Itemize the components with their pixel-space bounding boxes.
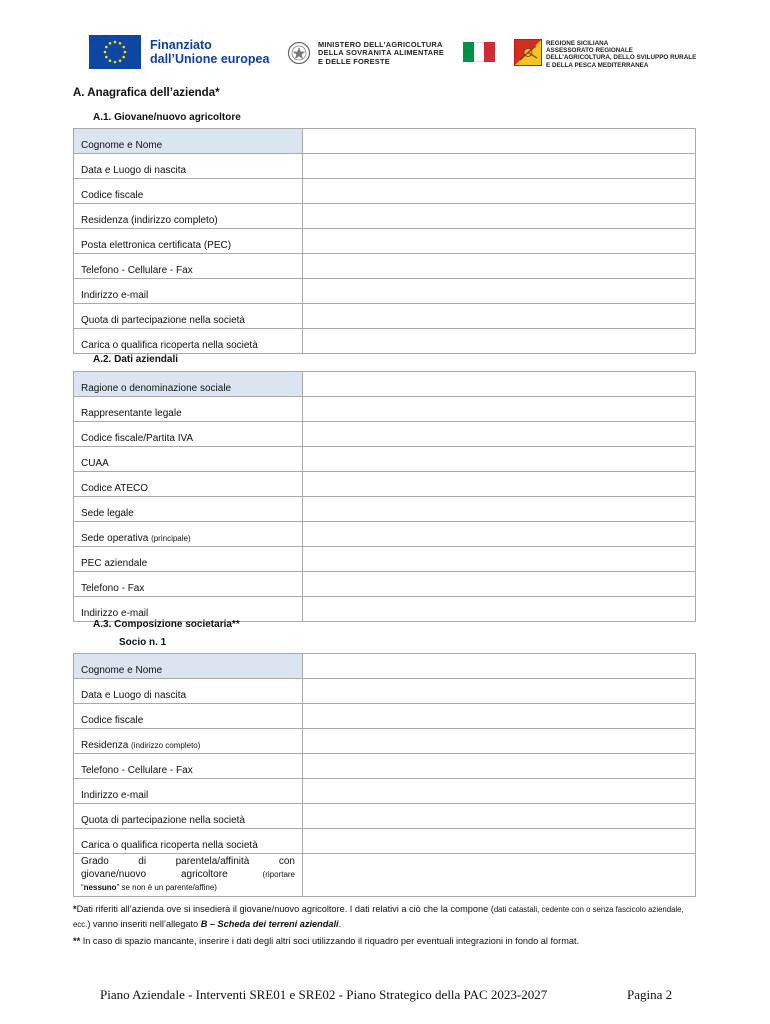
table-row bbox=[74, 854, 696, 897]
field-input[interactable] bbox=[303, 779, 696, 804]
footnote-1-mark: * bbox=[73, 904, 77, 914]
table-row bbox=[74, 522, 696, 547]
table-row bbox=[74, 497, 696, 522]
table-row bbox=[74, 229, 696, 254]
field-input[interactable] bbox=[303, 547, 696, 572]
footnote-1-end: . bbox=[338, 919, 342, 929]
grado-line-1: Grado di parentela/affinità con bbox=[81, 856, 295, 867]
region-line-2: ASSESSORATO REGIONALE bbox=[546, 47, 633, 55]
footnote-1-small: dati catastali, cedente con o senza fascicolo aziendale, ecc. bbox=[73, 905, 684, 929]
field-label: Rappresentante legale bbox=[74, 397, 303, 422]
italian-republic-emblem bbox=[287, 40, 311, 66]
field-label: PEC aziendale bbox=[74, 547, 303, 572]
field-label: Carica o qualifica ricoperta nella società bbox=[74, 329, 303, 354]
footnotes bbox=[73, 902, 698, 949]
table-row bbox=[74, 329, 696, 354]
table-row bbox=[74, 804, 696, 829]
table-row bbox=[74, 729, 696, 754]
table-row bbox=[74, 704, 696, 729]
table-row bbox=[74, 129, 696, 154]
eu-funding-text bbox=[150, 38, 269, 66]
field-label: Data e Luogo di nascita bbox=[74, 679, 303, 704]
grado-quote-close: ” bbox=[116, 883, 120, 892]
eu-flag-logo bbox=[89, 35, 141, 69]
grado-line-3 bbox=[81, 881, 295, 894]
field-label bbox=[74, 522, 303, 547]
field-label: Data e Luogo di nascita bbox=[74, 154, 303, 179]
field-input[interactable] bbox=[303, 654, 696, 679]
page-footer-title: Piano Aziendale - Interventi SRE01 e SRE02 - Piano Strategico della PAC 2023-2027 bbox=[100, 987, 548, 1002]
table-a3 bbox=[73, 653, 696, 897]
field-input[interactable] bbox=[303, 154, 696, 179]
grado-line-2-note: (riportare bbox=[262, 870, 295, 879]
field-label: Cognome e Nome bbox=[74, 129, 303, 154]
table-row bbox=[74, 654, 696, 679]
table-row bbox=[74, 779, 696, 804]
footnote-1-text2: ) vanno inseriti nell’allegato bbox=[87, 919, 201, 929]
field-input[interactable] bbox=[303, 447, 696, 472]
footnote-1-bold: B – Scheda dei terreni aziendali bbox=[200, 919, 339, 929]
ministry-line-3: E DELLE FORESTE bbox=[318, 56, 390, 66]
field-input[interactable] bbox=[303, 679, 696, 704]
table-row bbox=[74, 679, 696, 704]
field-label: Sede legale bbox=[74, 497, 303, 522]
field-input[interactable] bbox=[303, 597, 696, 622]
sicily-region-logo bbox=[514, 39, 542, 66]
field-input[interactable] bbox=[303, 129, 696, 154]
table-a1 bbox=[73, 128, 696, 354]
field-label-text: Sede operativa bbox=[81, 533, 149, 544]
table-row bbox=[74, 572, 696, 597]
field-label: Quota di partecipazione nella società bbox=[74, 804, 303, 829]
field-input[interactable] bbox=[303, 704, 696, 729]
section-a3-title: A.3. Composizione societaria** bbox=[93, 619, 240, 630]
region-line-3: DELL’AGRICOLTURA, DELLO SVILUPPO RURALE bbox=[546, 54, 697, 62]
field-input[interactable] bbox=[303, 497, 696, 522]
table-row bbox=[74, 829, 696, 854]
table-row bbox=[74, 254, 696, 279]
field-input[interactable] bbox=[303, 279, 696, 304]
field-label: Carica o qualifica ricoperta nella società bbox=[74, 829, 303, 854]
field-input[interactable] bbox=[303, 254, 696, 279]
table-row bbox=[74, 754, 696, 779]
grado-none-text: nessuno bbox=[83, 883, 117, 892]
table-row bbox=[74, 422, 696, 447]
field-input[interactable] bbox=[303, 422, 696, 447]
field-label: Indirizzo e-mail bbox=[74, 779, 303, 804]
region-line-1: REGIONE SICILIANA bbox=[546, 40, 609, 47]
field-label: Telefono - Cellulare - Fax bbox=[74, 754, 303, 779]
footnote-1-text: Dati riferiti all’azienda ove si insedierà il giovane/nuovo agricoltore. I dati relativi a ciò che la compone ( bbox=[76, 904, 494, 914]
field-label-note: (principale) bbox=[151, 534, 191, 543]
field-input[interactable] bbox=[303, 829, 696, 854]
table-a2 bbox=[73, 371, 696, 622]
region-line-4: E DELLA PESCA MEDITERRANEA bbox=[546, 61, 649, 69]
ministry-line-1: MINISTERO DELL’AGRICOLTURA bbox=[318, 40, 443, 49]
field-input[interactable] bbox=[303, 854, 696, 897]
field-input[interactable] bbox=[303, 229, 696, 254]
table-row bbox=[74, 304, 696, 329]
ministry-name bbox=[318, 41, 444, 66]
field-label: CUAA bbox=[74, 447, 303, 472]
field-input[interactable] bbox=[303, 329, 696, 354]
italian-flag bbox=[463, 42, 495, 62]
grado-line-3-rest: se non è un parente/affine) bbox=[119, 883, 217, 892]
field-label: Telefono - Cellulare - Fax bbox=[74, 254, 303, 279]
field-input[interactable] bbox=[303, 754, 696, 779]
footnote-2 bbox=[73, 934, 698, 949]
table-row bbox=[74, 547, 696, 572]
table-row bbox=[74, 179, 696, 204]
field-label: Posta elettronica certificata (PEC) bbox=[74, 229, 303, 254]
grado-line-2-text: giovane/nuovo agricoltore bbox=[81, 869, 228, 880]
page-number: Pagina 2 bbox=[627, 987, 673, 1002]
table-row bbox=[74, 372, 696, 397]
field-label: Cognome e Nome bbox=[74, 654, 303, 679]
field-input[interactable] bbox=[303, 572, 696, 597]
field-label: Telefono - Fax bbox=[74, 572, 303, 597]
region-name bbox=[546, 40, 696, 69]
table-row bbox=[74, 279, 696, 304]
field-label-text: Residenza bbox=[81, 740, 129, 751]
field-input[interactable] bbox=[303, 204, 696, 229]
section-a2-title: A.2. Dati aziendali bbox=[93, 354, 179, 365]
table-row bbox=[74, 397, 696, 422]
field-input[interactable] bbox=[303, 372, 696, 397]
field-input[interactable] bbox=[303, 304, 696, 329]
field-label: Indirizzo e-mail bbox=[74, 597, 303, 622]
field-label: Quota di partecipazione nella società bbox=[74, 304, 303, 329]
section-a-title: A. Anagrafica dell’azienda* bbox=[73, 87, 220, 99]
grado-quote-open: “ bbox=[81, 883, 84, 892]
field-label bbox=[74, 729, 303, 754]
field-label: Codice fiscale/Partita IVA bbox=[74, 422, 303, 447]
field-label-note: (indirizzo completo) bbox=[131, 741, 201, 750]
grado-line-2 bbox=[81, 868, 295, 881]
field-label: Indirizzo e-mail bbox=[74, 279, 303, 304]
field-input[interactable] bbox=[303, 804, 696, 829]
field-label: Codice ATECO bbox=[74, 472, 303, 497]
field-input[interactable] bbox=[303, 522, 696, 547]
field-label: Codice fiscale bbox=[74, 179, 303, 204]
field-label: Codice fiscale bbox=[74, 704, 303, 729]
section-a1-title: A.1. Giovane/nuovo agricoltore bbox=[93, 112, 241, 123]
field-input[interactable] bbox=[303, 472, 696, 497]
table-row bbox=[74, 204, 696, 229]
field-input[interactable] bbox=[303, 397, 696, 422]
socio-label: Socio n. 1 bbox=[119, 637, 167, 648]
field-input[interactable] bbox=[303, 729, 696, 754]
table-row bbox=[74, 597, 696, 622]
footnote-2-mark: ** bbox=[73, 936, 81, 946]
footnote-1 bbox=[73, 902, 698, 932]
table-row bbox=[74, 154, 696, 179]
table-row bbox=[74, 472, 696, 497]
field-label: Ragione o denominazione sociale bbox=[74, 372, 303, 397]
eu-line-2: dall’Unione europea bbox=[150, 52, 270, 66]
eu-line-1: Finanziato bbox=[150, 38, 212, 52]
table-row bbox=[74, 447, 696, 472]
ministry-line-2: DELLA SOVRANITÀ ALIMENTARE bbox=[318, 48, 445, 58]
footnote-2-text: In caso di spazio mancante, inserire i dati degli altri soci utilizzando il riquadro per eventuali integrazioni in fondo al format. bbox=[80, 936, 580, 946]
field-label: Residenza (indirizzo completo) bbox=[74, 204, 303, 229]
field-label-grado bbox=[74, 854, 303, 897]
field-input[interactable] bbox=[303, 179, 696, 204]
